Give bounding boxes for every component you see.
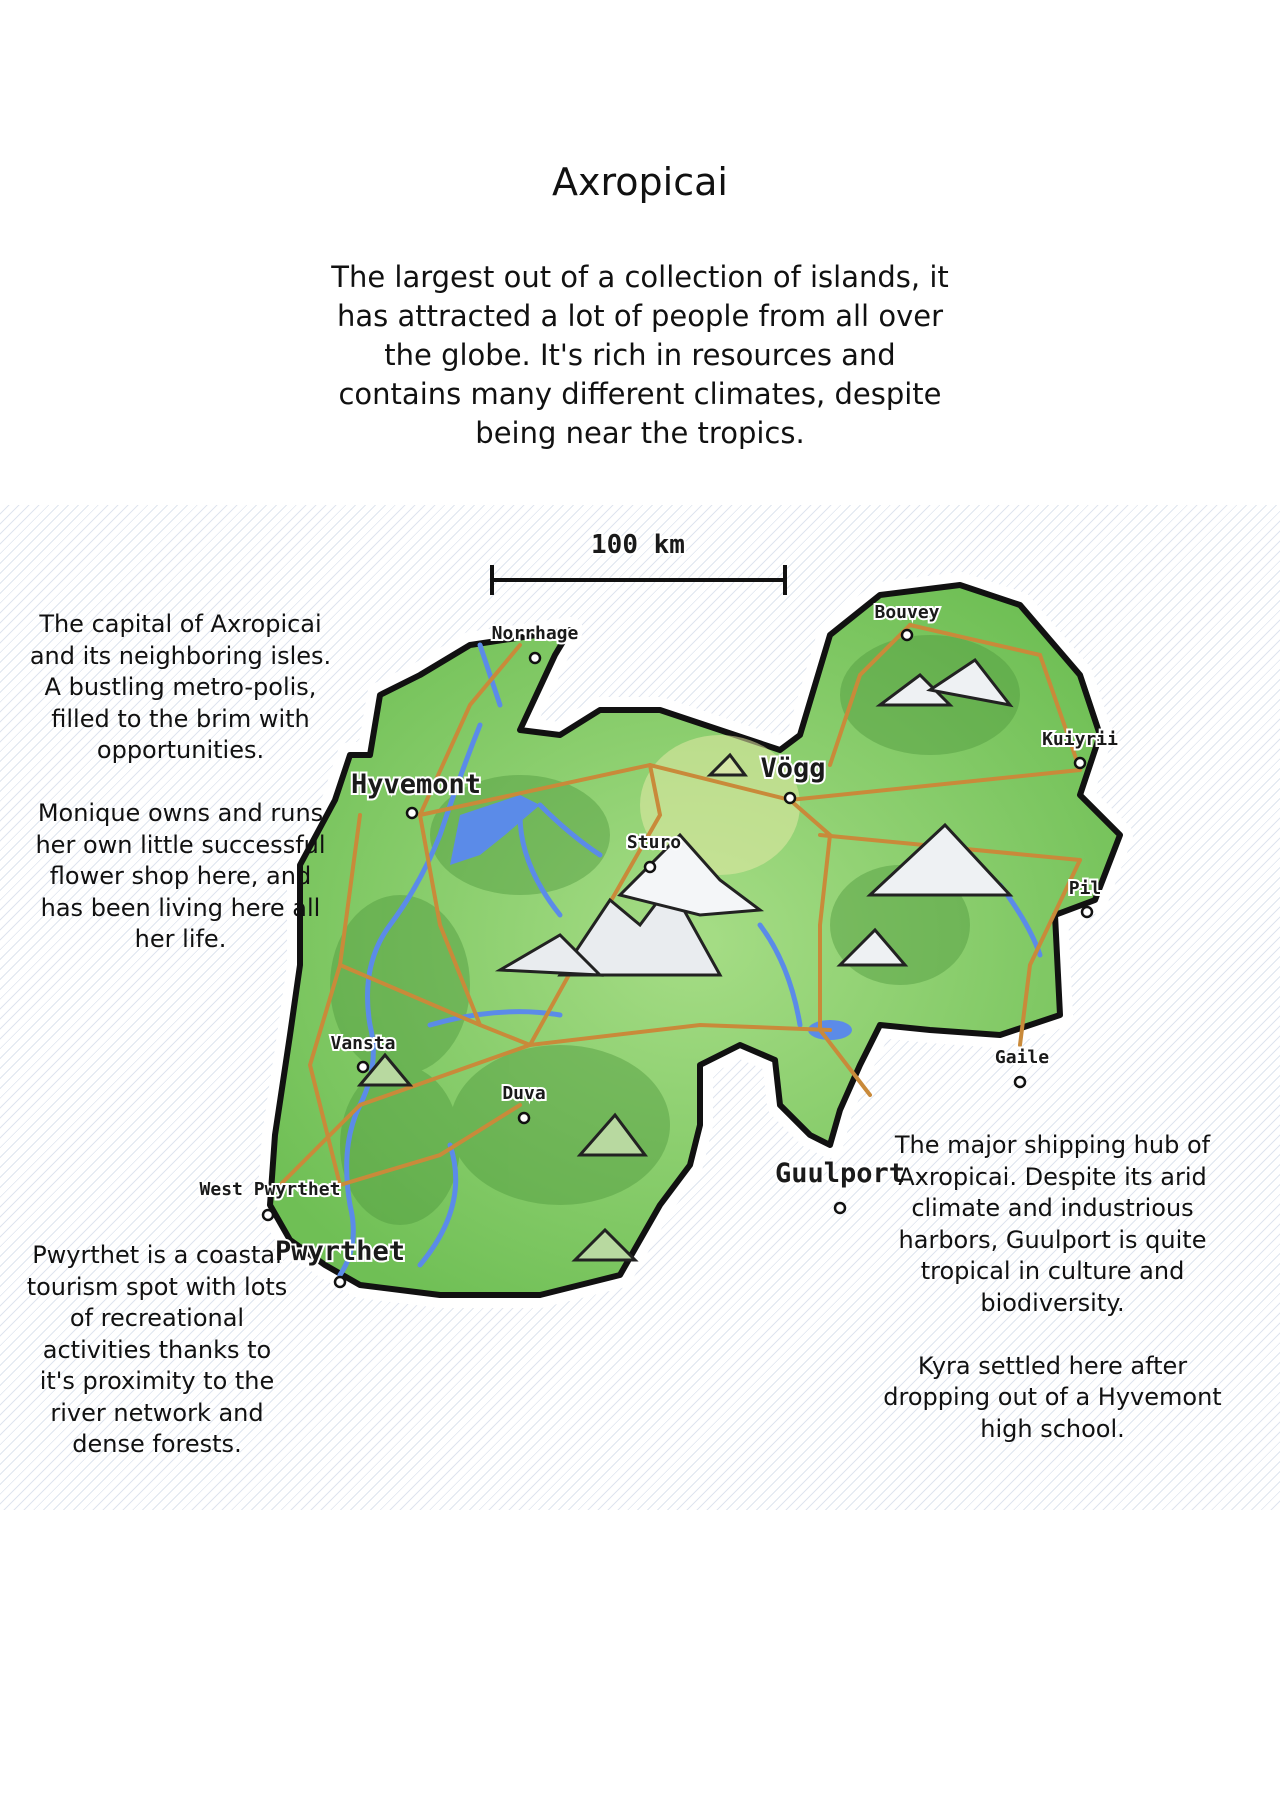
label-bouvey: Bouvey (874, 602, 940, 623)
guulport-note: The major shipping hub of Axropicai. Despite its arid climate and industrious harbors, Guulport is quite tropical in culture and biodiversity. Kyra settled here after dropping out of a Hyvemont high school. (883, 1131, 1222, 1443)
label-gaile: Gaile (994, 1047, 1050, 1068)
map-panel (0, 505, 1280, 1510)
label-norrhage: Norrhage (491, 623, 579, 644)
label-hyvemont: Hyvemont (350, 769, 482, 800)
label-vansta: Vansta (330, 1033, 396, 1054)
scale-label: 100 km (591, 530, 685, 560)
label-west-pwyrthet: West Pwyrthet (199, 1179, 341, 1200)
pwyrthet-note: Pwyrthet is a coastal tourism spot with lots of recreational activities thanks to it's proximity to the river network and dense forests. (26, 1241, 288, 1458)
page-title: Axropicai (552, 160, 728, 204)
label-pil: Pil (1068, 878, 1102, 899)
label-guulport: Guulport (774, 1158, 906, 1189)
label-vogg: Vögg (760, 753, 826, 784)
label-duva: Duva (502, 1083, 546, 1104)
intro-paragraph: The largest out of a collection of islands, it has attracted a lot of people from all over the globe. It's rich in resources and contains many different climates, despite being near the tropics. (331, 260, 949, 450)
label-sturo: Sturo (626, 832, 682, 853)
capital-note: The capital of Axropicai and its neighboring isles. A bustling metro-polis, filled to the brim with opportunities. Monique owns and runs her own little successful flower shop here, and has been living here all her life. (29, 610, 332, 953)
label-kuiyrii: Kuiyrii (1042, 729, 1118, 750)
scale-bar (492, 530, 785, 595)
label-pwyrthet: Pwyrthet (274, 1236, 406, 1267)
